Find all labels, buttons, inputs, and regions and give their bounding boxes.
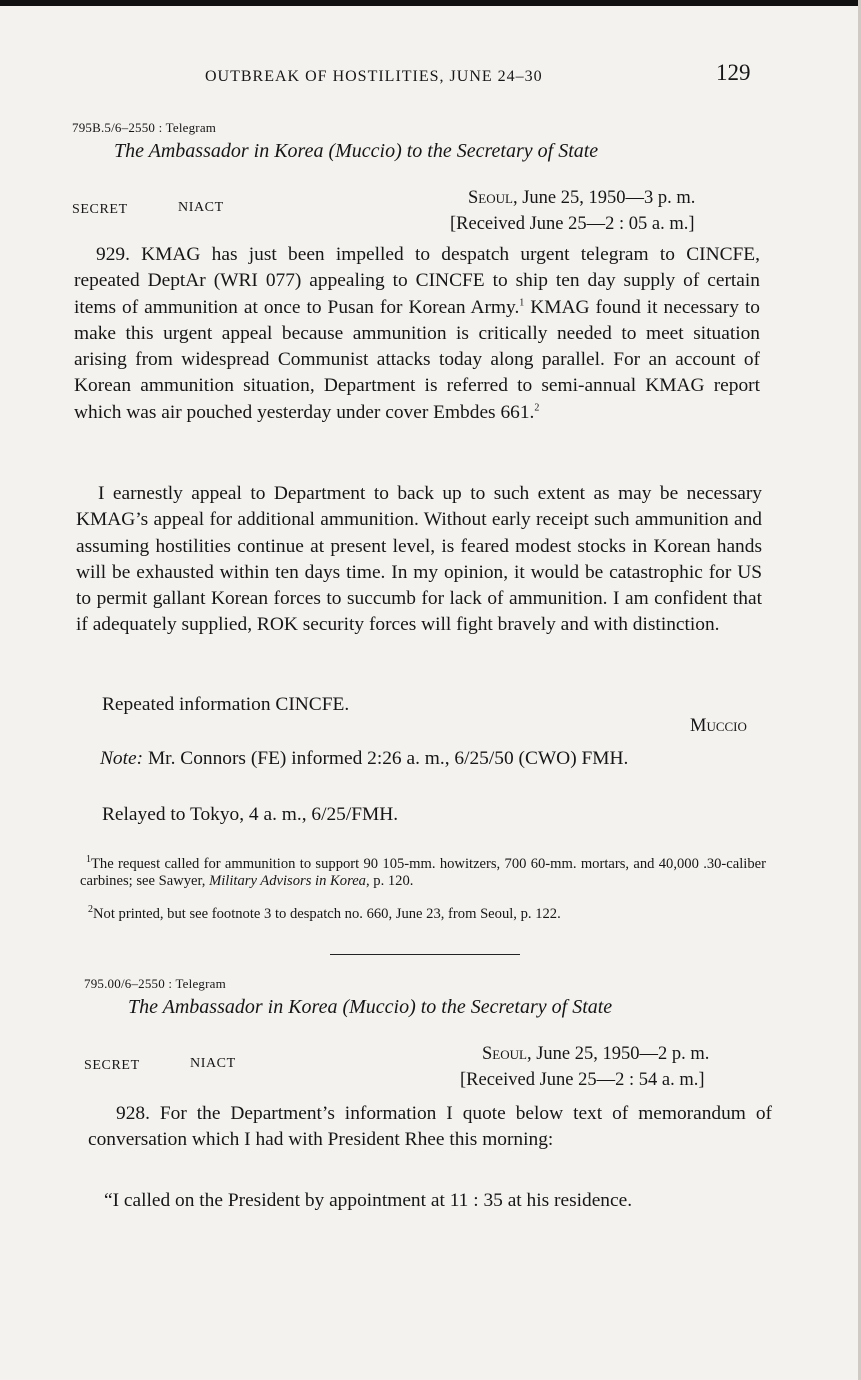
running-head: OUTBREAK OF HOSTILITIES, JUNE 24–30 xyxy=(205,68,543,85)
footnote-2 xyxy=(82,906,768,923)
classification-niact-1: NIACT xyxy=(178,200,224,215)
file-number-1: 795B.5/6–2550 : Telegram xyxy=(72,120,217,135)
footnote-ref-2: 2 xyxy=(534,402,540,414)
dateline-place-2: Seoul xyxy=(482,1044,527,1064)
relayed-line: Relayed to Tokyo, 4 a. m., 6/25/FMH. xyxy=(102,804,399,825)
body-paragraph-1 xyxy=(74,242,760,426)
footnote-ref-1: 1 xyxy=(519,297,525,309)
dateline-place-1: Seoul xyxy=(468,188,513,208)
note-paragraph xyxy=(78,746,764,772)
top-border xyxy=(0,0,861,6)
footnote-2-text: Not printed, but see footnote 3 to despatch no. 660, June 23, from Seoul, p. 122. xyxy=(93,906,561,922)
file-number-2: 795.00/6–2550 : Telegram xyxy=(84,976,226,991)
footnote-1 xyxy=(80,856,766,889)
paragraph-text: 929. KMAG has just been impelled to despatch urgent telegram to CINCFE, repeated DeptAr (WRI 077) appealing to CINCFE to ship ten day supply of certain items of ammunition at once to Pusan for Korean Army. xyxy=(74,244,760,318)
dateline-1 xyxy=(468,188,695,209)
signature-muccio: Muccio xyxy=(690,716,747,736)
footnote-1-end: , p. 120. xyxy=(365,872,414,889)
dateline-2 xyxy=(482,1044,709,1065)
paragraph-text-cont: KMAG found it necessary to make this urgent appeal because ammunition is critically needed to meet situation arising from widespread Communist attacks today along parallel. For an account of Korean ammunition situation, Department is referred to semi-annual KMAG report which was air pouched yesterday under cover Embdes 661. xyxy=(74,296,760,423)
document-title-2: The Ambassador in Korea (Muccio) to the Secretary of State xyxy=(128,996,613,1018)
footnote-mark-2: 2 xyxy=(88,904,93,916)
note-text: Mr. Connors (FE) informed 2:26 a. m., 6/25/50 (CWO) FMH. xyxy=(143,748,629,769)
footnote-1-text: The request called for ammunition to support 90 105-mm. howitzers, 700 60-mm. mortars, and 40,000 .30-caliber carbines; see Sawyer, xyxy=(80,856,766,889)
page-number: 129 xyxy=(716,60,751,85)
dateline-date-2: , June 25, 1950—2 p. m. xyxy=(526,1044,710,1064)
classification-secret-1: SECRET xyxy=(72,202,128,217)
footnote-mark-1: 1 xyxy=(86,854,91,866)
footnote-1-citation: Military Advisors in Korea xyxy=(209,872,366,889)
body-paragraph-2: I earnestly appeal to Department to back up to such extent as may be necessary KMAG’s appeal for additional ammunition. Without early receipt such ammunition and assuming hostilities continue at present level, is feared modest stocks in Korean hands will be exhausted within ten days time. In my opinion, it would be catastrophic for US to permit gallant Korean forces to succumb for lack of ammunition. I am confident that if adequately supplied, ROK security forces will fight bravely and with distinction. xyxy=(76,483,762,636)
quote-line: “I called on the President by appointment at 11 : 35 at his residence. xyxy=(104,1190,633,1211)
received-line-1: [Received June 25—2 : 05 a. m.] xyxy=(450,214,695,234)
classification-niact-2: NIACT xyxy=(190,1056,236,1071)
note-label: Note: xyxy=(100,748,144,769)
repeated-info-line: Repeated information CINCFE. xyxy=(102,694,350,715)
classification-secret-2: SECRET xyxy=(84,1058,140,1073)
received-line-2: [Received June 25—2 : 54 a. m.] xyxy=(460,1070,705,1090)
section-divider xyxy=(330,954,520,955)
document-title-1: The Ambassador in Korea (Muccio) to the Secretary of State xyxy=(114,140,599,162)
dateline-date-1: , June 25, 1950—3 p. m. xyxy=(512,188,696,208)
body-paragraph-3: 928. For the Department’s information I quote below text of memorandum of conversation which I had with President Rhee this morning: xyxy=(88,1103,772,1151)
